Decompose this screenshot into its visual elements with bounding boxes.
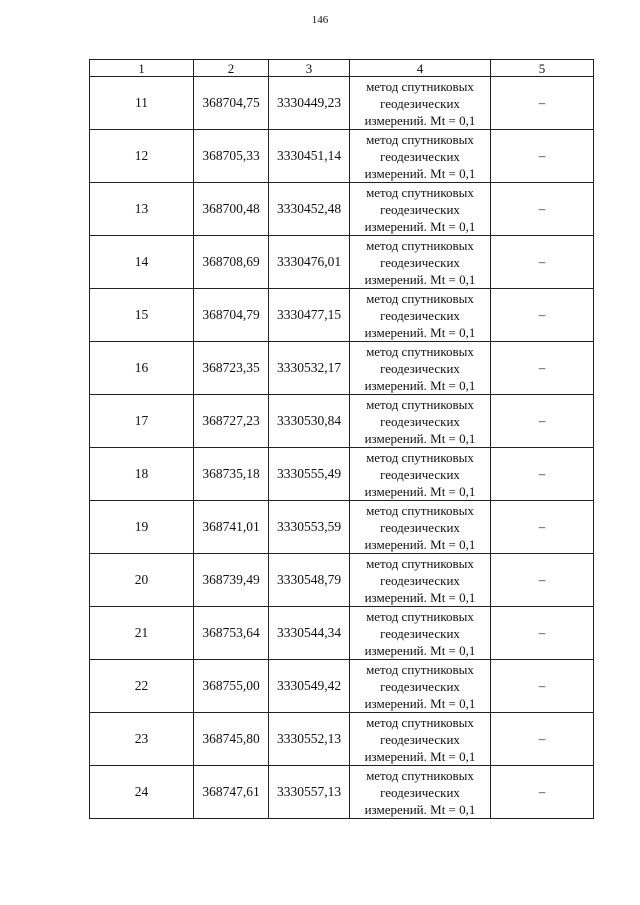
y-coordinate-cell: 3330552,13: [269, 713, 350, 766]
table-row: [90, 766, 594, 819]
method-line: метод спутниковых: [366, 661, 474, 677]
method-line: геодезических: [380, 466, 460, 482]
method-cell: [350, 766, 491, 819]
note-cell: –: [491, 130, 594, 183]
x-coordinate-cell: 368700,48: [194, 183, 269, 236]
method-line: метод спутниковых: [366, 78, 474, 94]
method-cell: [350, 130, 491, 183]
point-number-cell: 15: [90, 289, 194, 342]
method-line: метод спутниковых: [366, 767, 474, 783]
method-line: метод спутниковых: [366, 502, 474, 518]
x-coordinate-cell: 368745,80: [194, 713, 269, 766]
table-row: [90, 448, 594, 501]
method-line: геодезических: [380, 678, 460, 694]
y-coordinate-cell: 3330532,17: [269, 342, 350, 395]
method-cell: [350, 342, 491, 395]
method-line: измерений. Mt = 0,1: [364, 271, 476, 287]
table-row: [90, 660, 594, 713]
method-line: метод спутниковых: [366, 343, 474, 359]
method-cell: [350, 713, 491, 766]
method-line: измерений. Mt = 0,1: [364, 165, 476, 181]
method-line: метод спутниковых: [366, 131, 474, 147]
method-cell: [350, 607, 491, 660]
x-coordinate-cell: 368747,61: [194, 766, 269, 819]
method-line: измерений. Mt = 0,1: [364, 748, 476, 764]
x-coordinate-cell: 368705,33: [194, 130, 269, 183]
x-coordinate-cell: 368708,69: [194, 236, 269, 289]
note-cell: –: [491, 554, 594, 607]
method-line: геодезических: [380, 95, 460, 111]
method-line: геодезических: [380, 625, 460, 641]
note-cell: –: [491, 448, 594, 501]
method-line: метод спутниковых: [366, 555, 474, 571]
method-line: геодезических: [380, 572, 460, 588]
method-line: геодезических: [380, 148, 460, 164]
method-line: геодезических: [380, 413, 460, 429]
y-coordinate-cell: 3330553,59: [269, 501, 350, 554]
column-header: 4: [350, 60, 491, 77]
table-row: [90, 289, 594, 342]
x-coordinate-cell: 368704,79: [194, 289, 269, 342]
y-coordinate-cell: 3330548,79: [269, 554, 350, 607]
coordinates-table: [89, 59, 594, 819]
method-line: метод спутниковых: [366, 396, 474, 412]
table-row: [90, 607, 594, 660]
y-coordinate-cell: 3330452,48: [269, 183, 350, 236]
point-number-cell: 18: [90, 448, 194, 501]
method-cell: [350, 660, 491, 713]
table-row: [90, 713, 594, 766]
method-line: геодезических: [380, 784, 460, 800]
method-line: метод спутниковых: [366, 184, 474, 200]
table-row: [90, 77, 594, 130]
method-line: метод спутниковых: [366, 237, 474, 253]
method-cell: [350, 183, 491, 236]
point-number-cell: 21: [90, 607, 194, 660]
point-number-cell: 12: [90, 130, 194, 183]
table-row: [90, 501, 594, 554]
method-line: измерений. Mt = 0,1: [364, 430, 476, 446]
y-coordinate-cell: 3330549,42: [269, 660, 350, 713]
x-coordinate-cell: 368704,75: [194, 77, 269, 130]
note-cell: –: [491, 660, 594, 713]
point-number-cell: 14: [90, 236, 194, 289]
column-header: 5: [491, 60, 594, 77]
method-line: измерений. Mt = 0,1: [364, 112, 476, 128]
method-line: измерений. Mt = 0,1: [364, 801, 476, 817]
note-cell: –: [491, 236, 594, 289]
y-coordinate-cell: 3330530,84: [269, 395, 350, 448]
table-row: [90, 236, 594, 289]
point-number-cell: 22: [90, 660, 194, 713]
column-header: 1: [90, 60, 194, 77]
note-cell: –: [491, 77, 594, 130]
method-cell: [350, 448, 491, 501]
method-line: измерений. Mt = 0,1: [364, 377, 476, 393]
point-number-cell: 19: [90, 501, 194, 554]
point-number-cell: 24: [90, 766, 194, 819]
method-cell: [350, 77, 491, 130]
method-line: геодезических: [380, 201, 460, 217]
table-row: [90, 183, 594, 236]
note-cell: –: [491, 342, 594, 395]
note-cell: –: [491, 501, 594, 554]
method-line: геодезических: [380, 360, 460, 376]
table-row: [90, 395, 594, 448]
method-cell: [350, 554, 491, 607]
y-coordinate-cell: 3330449,23: [269, 77, 350, 130]
y-coordinate-cell: 3330555,49: [269, 448, 350, 501]
y-coordinate-cell: 3330451,14: [269, 130, 350, 183]
table-row: [90, 342, 594, 395]
method-line: метод спутниковых: [366, 449, 474, 465]
method-cell: [350, 236, 491, 289]
x-coordinate-cell: 368741,01: [194, 501, 269, 554]
method-line: измерений. Mt = 0,1: [364, 324, 476, 340]
point-number-cell: 11: [90, 77, 194, 130]
table-row: [90, 130, 594, 183]
method-line: метод спутниковых: [366, 608, 474, 624]
x-coordinate-cell: 368739,49: [194, 554, 269, 607]
note-cell: –: [491, 713, 594, 766]
method-cell: [350, 395, 491, 448]
point-number-cell: 16: [90, 342, 194, 395]
method-line: измерений. Mt = 0,1: [364, 218, 476, 234]
x-coordinate-cell: 368755,00: [194, 660, 269, 713]
x-coordinate-cell: 368753,64: [194, 607, 269, 660]
method-line: измерений. Mt = 0,1: [364, 536, 476, 552]
method-line: измерений. Mt = 0,1: [364, 642, 476, 658]
point-number-cell: 13: [90, 183, 194, 236]
table-header-row: [90, 60, 594, 77]
table-body: [90, 77, 594, 819]
method-line: геодезических: [380, 254, 460, 270]
column-header: 2: [194, 60, 269, 77]
x-coordinate-cell: 368735,18: [194, 448, 269, 501]
point-number-cell: 20: [90, 554, 194, 607]
method-line: измерений. Mt = 0,1: [364, 589, 476, 605]
note-cell: –: [491, 289, 594, 342]
method-line: геодезических: [380, 519, 460, 535]
method-line: геодезических: [380, 731, 460, 747]
y-coordinate-cell: 3330477,15: [269, 289, 350, 342]
y-coordinate-cell: 3330544,34: [269, 607, 350, 660]
note-cell: –: [491, 395, 594, 448]
x-coordinate-cell: 368727,23: [194, 395, 269, 448]
y-coordinate-cell: 3330557,13: [269, 766, 350, 819]
method-line: геодезических: [380, 307, 460, 323]
y-coordinate-cell: 3330476,01: [269, 236, 350, 289]
method-line: измерений. Mt = 0,1: [364, 483, 476, 499]
method-cell: [350, 501, 491, 554]
column-header: 3: [269, 60, 350, 77]
table-row: [90, 554, 594, 607]
method-line: метод спутниковых: [366, 714, 474, 730]
x-coordinate-cell: 368723,35: [194, 342, 269, 395]
point-number-cell: 17: [90, 395, 194, 448]
note-cell: –: [491, 766, 594, 819]
note-cell: –: [491, 183, 594, 236]
method-cell: [350, 289, 491, 342]
point-number-cell: 23: [90, 713, 194, 766]
note-cell: –: [491, 607, 594, 660]
method-line: измерений. Mt = 0,1: [364, 695, 476, 711]
page-number: 146: [311, 14, 329, 26]
method-line: метод спутниковых: [366, 290, 474, 306]
